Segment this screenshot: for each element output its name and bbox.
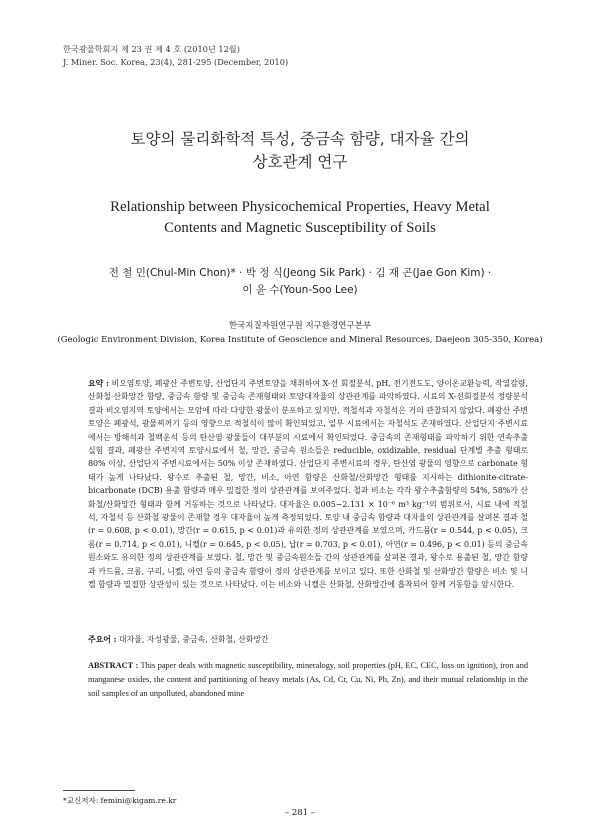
keywords-korean (88, 633, 528, 646)
abstract-english-label: ABSTRACT : (88, 661, 139, 670)
author-line2: 이 윤 수(Youn-Soo Lee) (242, 284, 358, 296)
affiliation-korean: 한국지질자원연구원 지구환경연구본부 (228, 321, 372, 331)
abstract-english (88, 659, 528, 700)
abstract-korean (88, 377, 528, 592)
journal-header-english: J. Miner. Soc. Korea, 23(4), 281-295 (December, 2010) (63, 57, 289, 67)
title-korean (0, 128, 600, 174)
journal-header-korean: 한국광물학회지 제 23 권 제 4 호 (2010년 12월) (63, 44, 240, 54)
title-korean-line1: 토양의 물리화학적 특성, 중금속 함량, 대자율 간의 (130, 130, 470, 148)
journal-header (63, 43, 288, 69)
abstract-english-text: This paper deals with magnetic susceptibility, mineralogy, soil properties (pH, EC, CEC, loss on ignition), iron and manganese oxides, the content and partitioning of heavy metals (As, Cd, Cr, Cu, Ni, Pb, Zn), and their mutual relationship in the soil samples of an unpolluted, abandoned mine (88, 661, 529, 698)
corresponding-author-footnote: *교신저자: femini@kigam.re.kr (63, 796, 177, 805)
author-line1: 전 철 민(Chul-Min Chon)* · 박 정 식(Jeong Sik Park) · 김 재 곤(Jae Gon Kim) · (108, 267, 492, 279)
abstract-korean-label: 요약 : (88, 379, 109, 388)
affiliation (0, 319, 600, 347)
title-english (0, 197, 600, 239)
keywords-korean-label: 주요어 : (88, 635, 117, 644)
footnote-divider (63, 790, 135, 791)
author-list (0, 265, 600, 299)
title-english-line1: Relationship between Physicochemical Properties, Heavy Metal (110, 199, 490, 215)
keywords-korean-text: 대자율, 자성광물, 중금속, 산화철, 산화망간 (119, 635, 269, 644)
title-korean-line2: 상호관계 연구 (252, 153, 348, 171)
affiliation-english: (Geologic Environment Division, Korea Institute of Geoscience and Mineral Resources, Daejeon 305-350, Korea) (57, 335, 543, 345)
page-number: – 281 – (284, 808, 316, 818)
title-english-line2: Contents and Magnetic Susceptibility of Soils (164, 220, 436, 236)
abstract-korean-text: 비오염토양, 폐광산 주변토양, 산업단지 주변토양을 채취하여 X-선 회절분석, pH, 전기전도도, 양이온교환능력, 작열감량, 산화철·산화망간 함량, 중금속 함량 및 중금속 존재형태와 토양대자율의 상관관계를 파악하였다. 시료의 X-선회절분석 정량분석결과 비오염지역 토양에서는 모암에 따라 다양한 광물이 분포하고 있지만, 적철석과 자철석은 거의 관찰되지 않았다. 폐광산 주변토양은 폐광석, 광물찌꺼기 등의 영향으로 적철석이 많이 확인되었고, 일부 시료에서는 자철석도 존재하였다. 산업단지 주변시료에서는 방해석과 철백운석 등의 탄산염 광물들이 대부분의 시료에서 확인되었다. 중금속의 존재형태를 파악하기 위한 연속추출 실험 결과, 폐광산 주변지역 토양시료에서 철, 망간, 중금속 원소들은 reducible, oxidizable, residual 단계별 추출 형태로 80% 이상, 산업단지 주변시료에서는 50% 이상 존재하였다. 산업단지 주변시료의 경우, 탄산염 광물의 영향으로 carbonate 형태가 높게 나타났다. 왕수로 추출된 철, 망간, 비소, 아연 함량은 산화철/산화망간 형태를 지시하는 dithionite-citrate-bicarbonate (DCB) 용출 함량과 매우 밀접한 정의 상관관계를 보여주었다. 철과 비소는 각각 왕수추출함량의 54%, 58%가 산화철/산화망간 형태과 함께 거동하는 것으로 나타났다. 대자율은 0.005~2.131 × 10⁻⁶ m³ kg⁻¹의 범위로서, 시료 내에 적철석, 자철석 등 산화철 광물이 존재할 경우 대자율이 높게 측정되었다. 토양 내 중금속 함량과 대자율의 상관관계를 살펴본 결과 철(r = 0.608, p < 0.01), 망간(r = 0.615, p < 0.01)과 유의한 정의 상관관계를 보였으며, 카드뮴(r = 0.544, p < 0.05), 크롬(r = 0.714, p < 0.01), 니켈(r = 0.645, p < 0.05), 납(r = 0.703, p < 0.01), 아연(r = 0.496, p < 0.01) 등의 중금속 원소와도 유의한 정의 상관관계를 보였다. 철, 망간 및 중금속원소들 간의 상관관계를 살펴본 결과, 왕수로 용출된 철, 망간 함량과 카드뮴, 크롬, 구리, 니켈, 아연 등의 중금속 함량이 정의 상관관계를 보이고 있다. 또한 산화철 및 산화망간 함량은 비소 및 니켈 함량과 밀접한 상관성이 있는 것으로 나타났다. 이는 비소와 니켈은 산화철, 산화망간에 흡착되어 함께 거동함을 암시한다. (88, 379, 529, 590)
